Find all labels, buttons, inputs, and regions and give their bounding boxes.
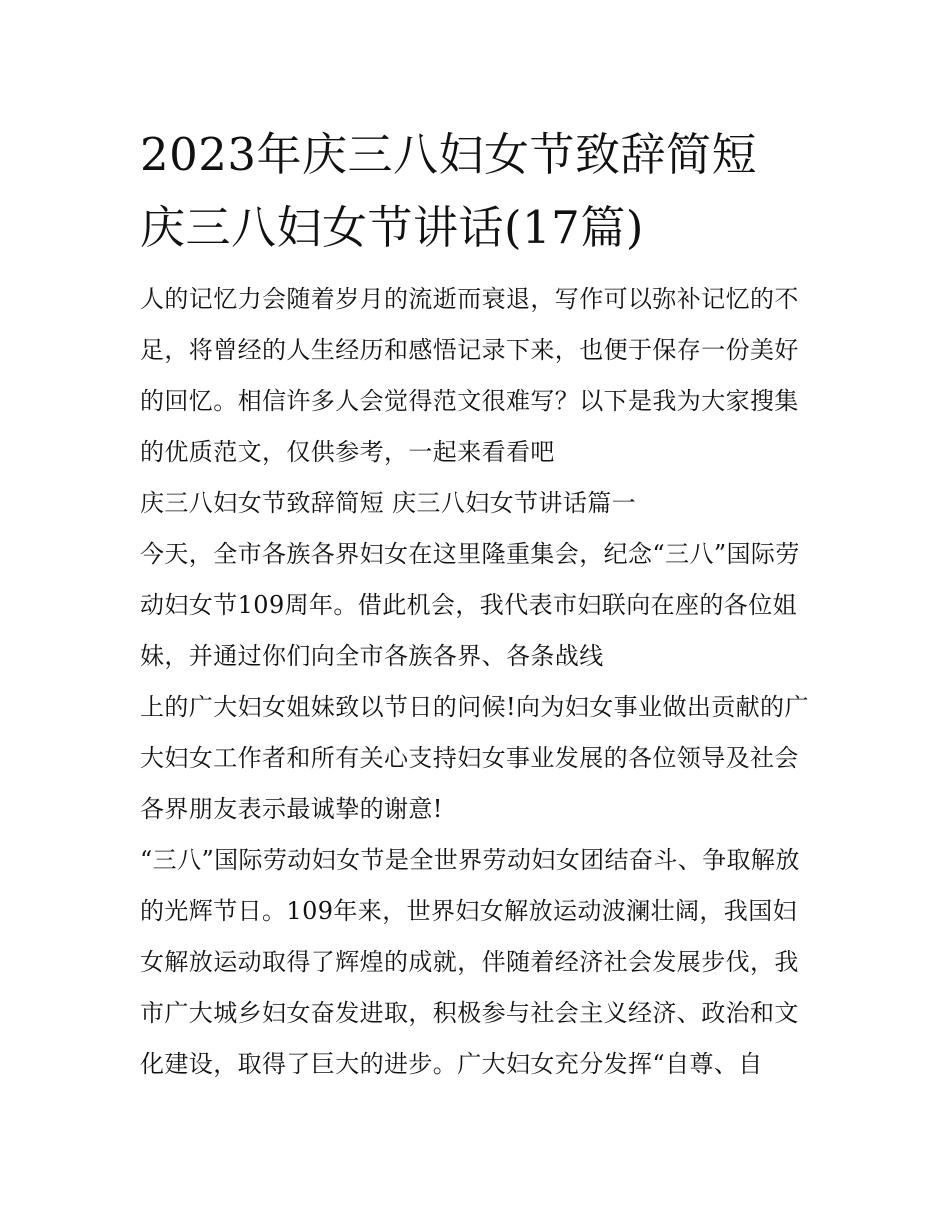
paragraph: 上的广大妇女姐妹致以节日的问候!向为妇女事业做出贡献的广大妇女工作者和所有关心支持妇女事业发展的各位领导及社会各界朋友表示最诚挚的谢意! [140,693,809,823]
document-body [140,274,812,1090]
section-heading: 庆三八妇女节致辞简短 庆三八妇女节讲话篇一 [140,489,637,517]
title-line-1: 2023年庆三八妇女节致辞简短 [140,128,758,181]
paragraph: “三八”国际劳动妇女节是全世界劳动妇女团结奋斗、争取解放的光辉节日。109年来，世界妇女解放运动波澜壮阔，我国妇女解放运动取得了辉煌的成就，伴随着经济社会发展步伐，我市广大城乡妇女奋发进取，积极参与社会主义经济、政治和文化建设，取得了巨大的进步。广大妇女充分发挥“自尊、自 [140,846,800,1078]
paragraph-intro: 人的记忆力会随着岁月的流逝而衰退，写作可以弥补记忆的不足，将曾经的人生经历和感悟记录下来，也便于保存一份美好的回忆。相信许多人会觉得范文很难写？以下是我为大家搜集的优质范文，仅供参考，一起来看看吧 [140,285,799,466]
document-page [140,118,812,1090]
document-title [140,118,812,264]
paragraph: 今天，全市各族各界妇女在这里隆重集会，纪念“三八”国际劳动妇女节109周年。借此机会，我代表市妇联向在座的各位姐妹，并通过你们向全市各族各界、各条战线 [140,540,800,670]
title-line-2: 庆三八妇女节讲话(17篇) [140,201,644,254]
